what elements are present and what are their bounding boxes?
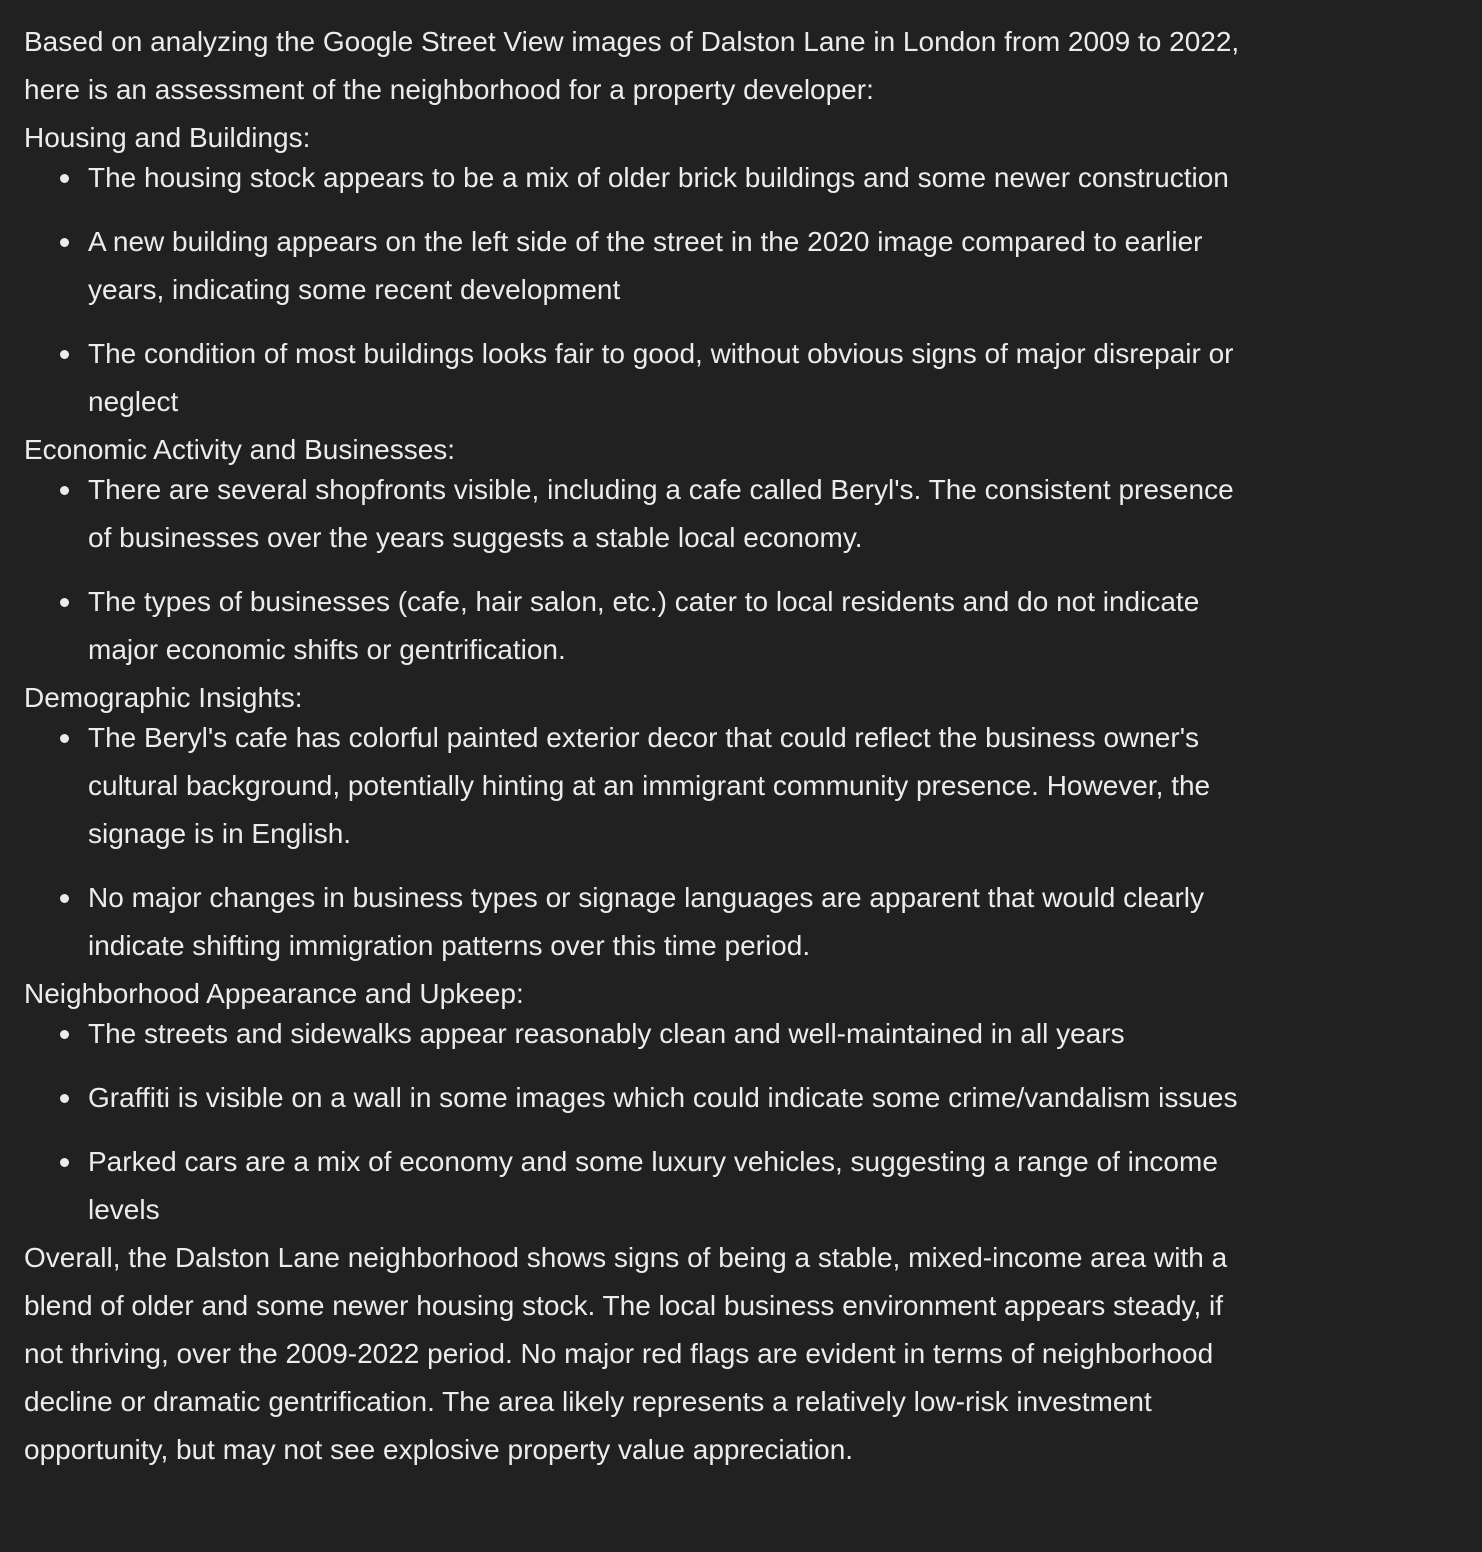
intro-line: Based on analyzing the Google Street View images of Dalston Lane in London from 2009 to 2022, bbox=[24, 26, 1240, 57]
list-item bbox=[24, 466, 1482, 562]
list-item-line: The streets and sidewalks appear reasonably clean and well-maintained in all years bbox=[88, 1018, 1125, 1049]
bullet-icon bbox=[60, 894, 69, 903]
section bbox=[24, 970, 1482, 1234]
bullet-list bbox=[24, 1010, 1482, 1234]
list-item-line: Graffiti is visible on a wall in some images which could indicate some crime/vandalism issues bbox=[88, 1082, 1238, 1113]
bullet-icon bbox=[60, 1158, 69, 1167]
list-item-line: levels bbox=[88, 1194, 160, 1225]
intro-paragraph bbox=[24, 18, 1482, 114]
conclusion-paragraph bbox=[24, 1234, 1482, 1474]
list-item-line: There are several shopfronts visible, including a cafe called Beryl's. The consistent presence bbox=[88, 474, 1234, 505]
list-item-line: cultural background, potentially hinting at an immigrant community presence. However, the bbox=[88, 770, 1211, 801]
bullet-icon bbox=[60, 486, 69, 495]
list-item-line: A new building appears on the left side of the street in the 2020 image compared to earlier bbox=[88, 226, 1203, 257]
list-item-line: The housing stock appears to be a mix of older brick buildings and some newer construction bbox=[88, 162, 1229, 193]
list-item bbox=[24, 1074, 1482, 1122]
list-item-line: The condition of most buildings looks fair to good, without obvious signs of major disrepair or bbox=[88, 338, 1234, 369]
list-item bbox=[24, 218, 1482, 314]
conclusion-line: decline or dramatic gentrification. The area likely represents a relatively low-risk investment bbox=[24, 1386, 1152, 1417]
bullet-icon bbox=[60, 350, 69, 359]
list-item bbox=[24, 578, 1482, 674]
section-heading: Demographic Insights: bbox=[24, 682, 303, 713]
bullet-icon bbox=[60, 238, 69, 247]
list-item-line: Parked cars are a mix of economy and some luxury vehicles, suggesting a range of income bbox=[88, 1146, 1218, 1177]
bullet-icon bbox=[60, 598, 69, 607]
list-item bbox=[24, 154, 1482, 202]
bullet-list bbox=[24, 154, 1482, 426]
section bbox=[24, 114, 1482, 426]
list-item bbox=[24, 1010, 1482, 1058]
list-item-line: neglect bbox=[88, 386, 179, 417]
list-item-line: The types of businesses (cafe, hair salon, etc.) cater to local residents and do not indicate bbox=[88, 586, 1200, 617]
bullet-icon bbox=[60, 174, 69, 183]
section bbox=[24, 674, 1482, 970]
list-item-line: The Beryl's cafe has colorful painted exterior decor that could reflect the business owner's bbox=[88, 722, 1200, 753]
section-heading: Neighborhood Appearance and Upkeep: bbox=[24, 978, 524, 1009]
list-item bbox=[24, 714, 1482, 858]
bullet-icon bbox=[60, 734, 69, 743]
list-item bbox=[24, 1138, 1482, 1234]
list-item-line: of businesses over the years suggests a stable local economy. bbox=[88, 522, 863, 553]
conclusion-line: opportunity, but may not see explosive property value appreciation. bbox=[24, 1434, 854, 1465]
list-item-line: years, indicating some recent development bbox=[88, 274, 621, 305]
bullet-icon bbox=[60, 1094, 69, 1103]
conclusion-line: not thriving, over the 2009-2022 period. No major red flags are evident in terms of neighborhood bbox=[24, 1338, 1214, 1369]
bullet-list bbox=[24, 466, 1482, 674]
list-item-line: No major changes in business types or signage languages are apparent that would clearly bbox=[88, 882, 1205, 913]
list-item-line: indicate shifting immigration patterns over this time period. bbox=[88, 930, 811, 961]
list-item bbox=[24, 330, 1482, 426]
intro-line: here is an assessment of the neighborhood for a property developer: bbox=[24, 74, 874, 105]
list-item bbox=[24, 874, 1482, 970]
section-heading: Housing and Buildings: bbox=[24, 122, 311, 153]
list-item-line: major economic shifts or gentrification. bbox=[88, 634, 566, 665]
bullet-icon bbox=[60, 1030, 69, 1039]
conclusion-line: blend of older and some newer housing stock. The local business environment appears steady, if bbox=[24, 1290, 1223, 1321]
list-item-line: signage is in English. bbox=[88, 818, 352, 849]
conclusion-line: Overall, the Dalston Lane neighborhood shows signs of being a stable, mixed-income area with a bbox=[24, 1242, 1228, 1273]
section bbox=[24, 426, 1482, 674]
bullet-list bbox=[24, 714, 1482, 970]
section-heading: Economic Activity and Businesses: bbox=[24, 434, 456, 465]
